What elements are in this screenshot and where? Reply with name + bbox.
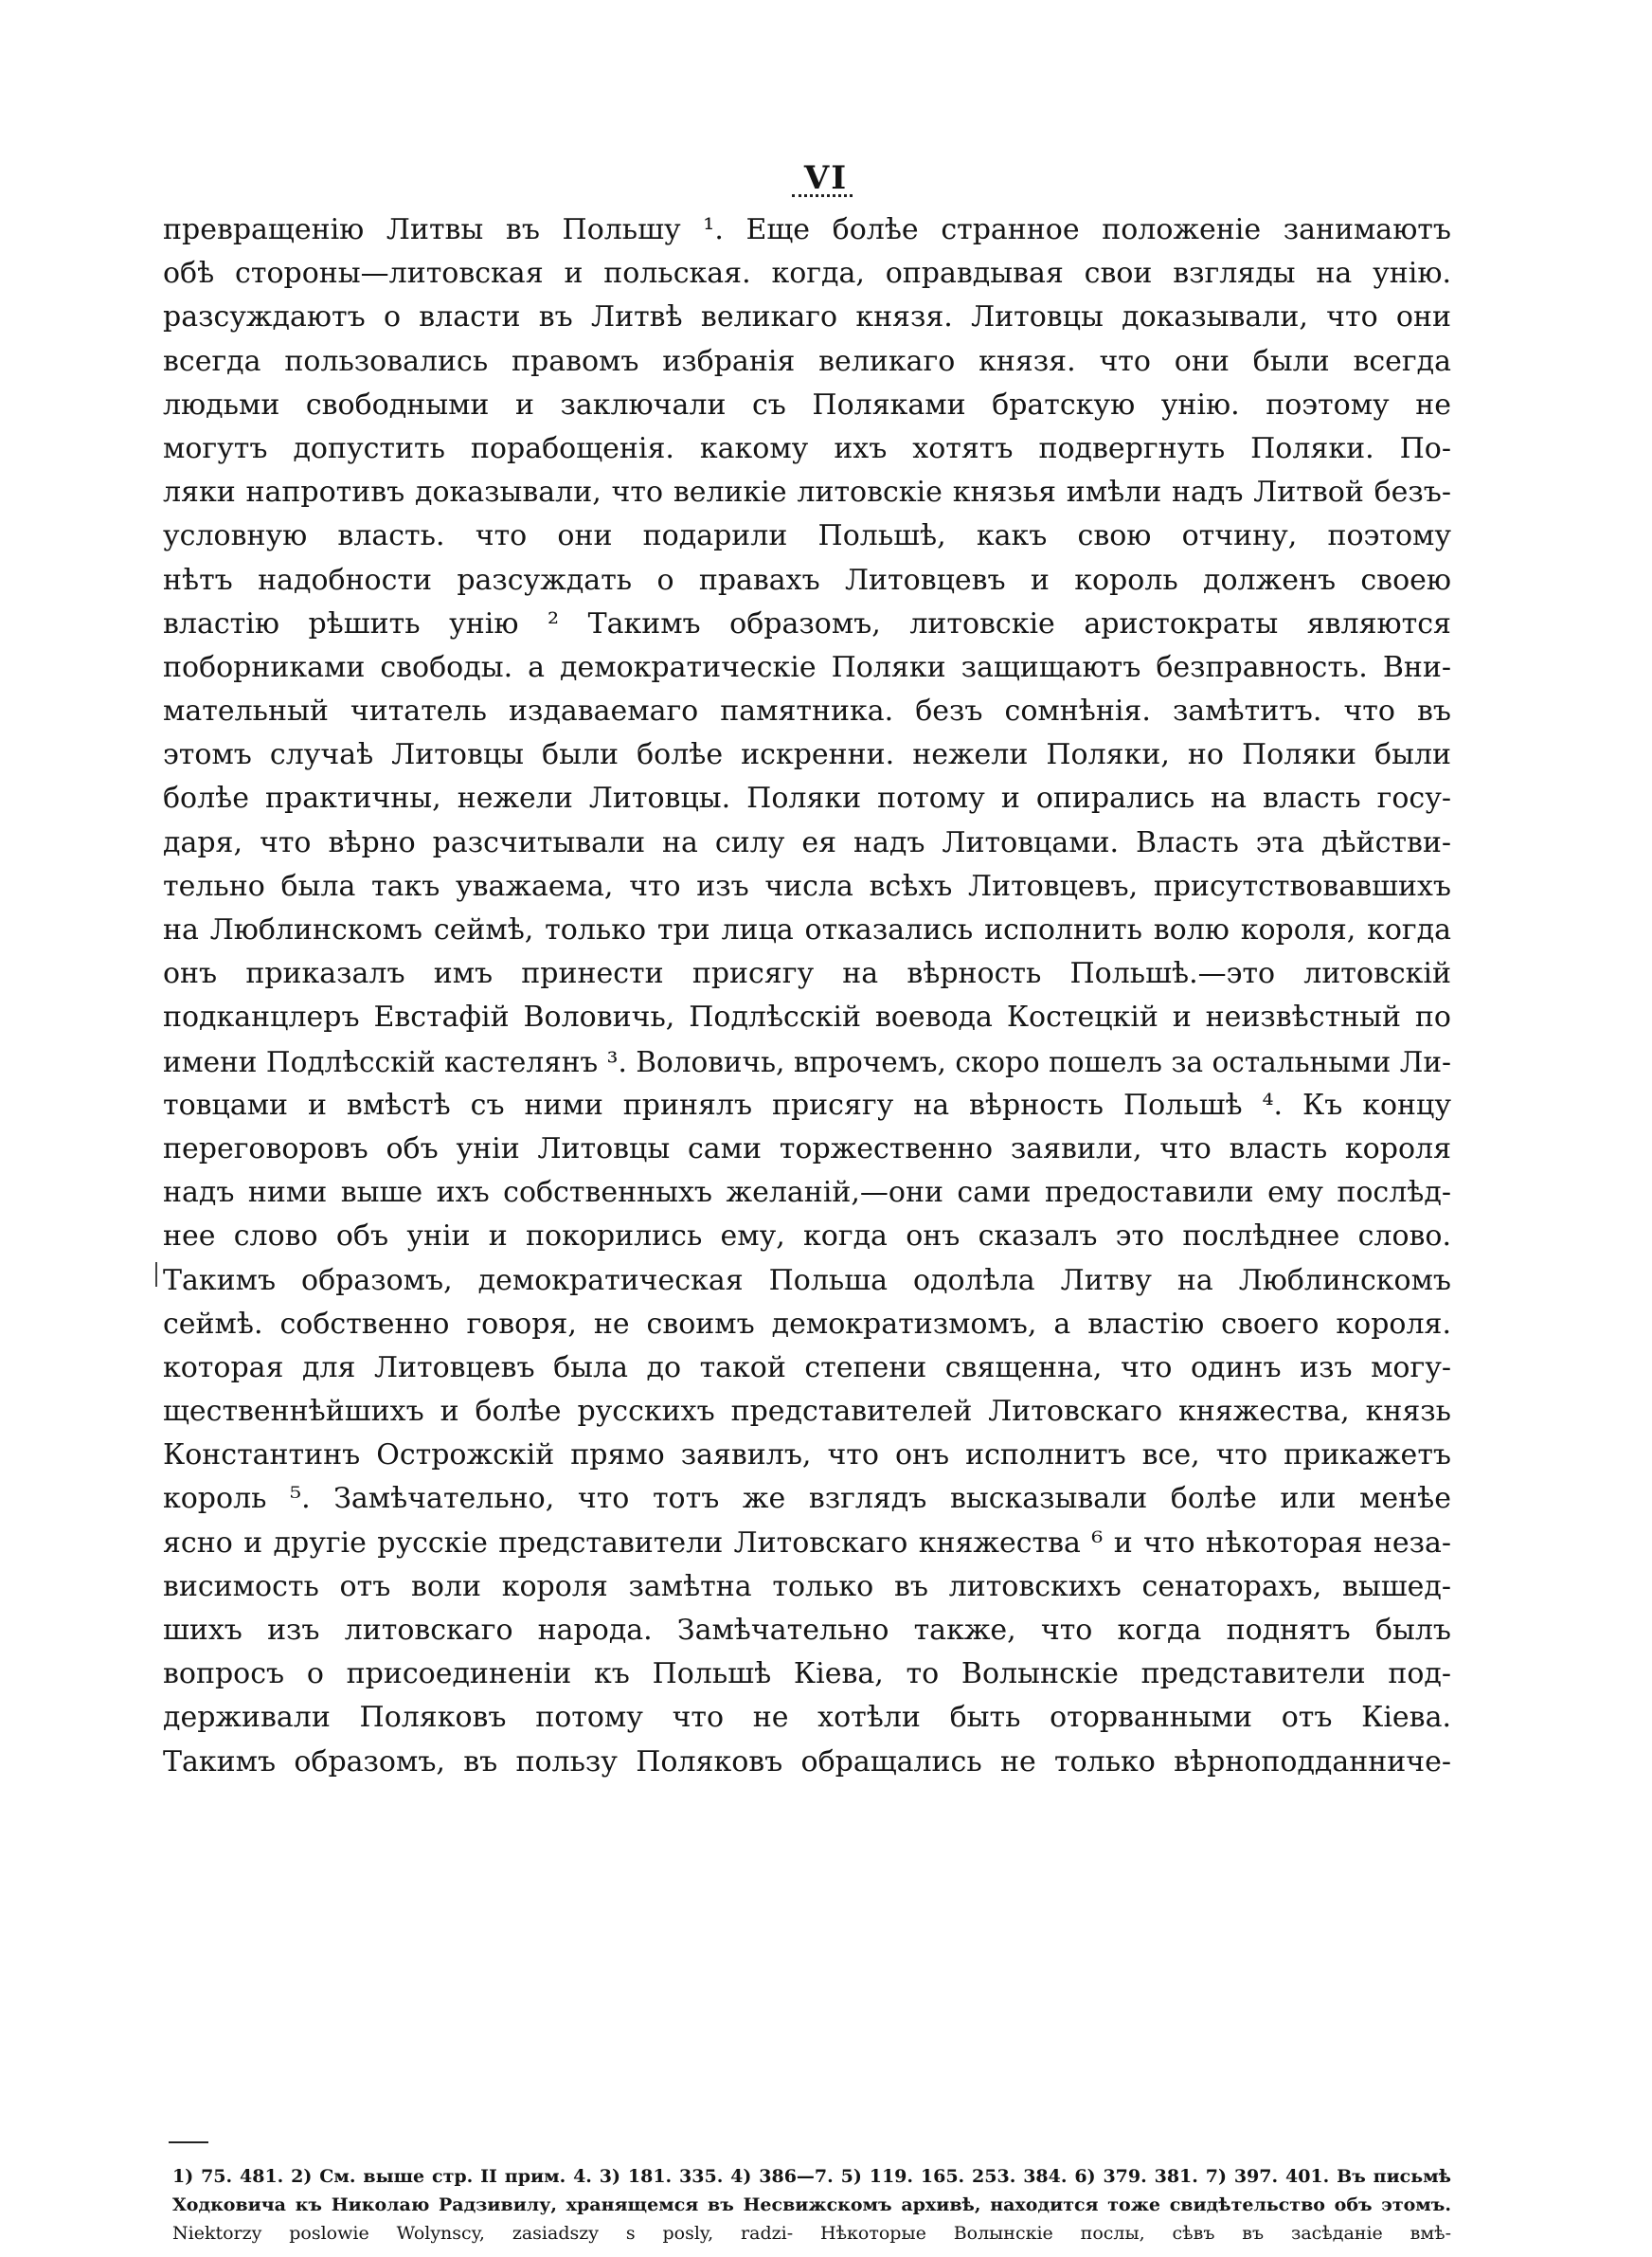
- text-line: этомъ случаѣ Литовцы были болѣе искренни. нежели Поляки, но Поляки были: [163, 738, 1451, 772]
- footnote-line: Niektorzy poslowie Wolynscy, zasiadszy s posly, radzi- Нѣкоторые Волынскіе послы, сѣвъ въ засѣданіе вмѣ-: [172, 2223, 1451, 2244]
- text-line: всегда пользовались правомъ избранія великаго князя. что они были всегда: [163, 344, 1451, 378]
- text-line: даря, что вѣрно разсчитывали на силу ея надъ Литовцами. Власть эта дѣйстви-: [163, 825, 1451, 859]
- text-line: переговоровъ объ уніи Литовцы сами торжественно заявили, что власть короля: [163, 1131, 1451, 1165]
- body-text: [163, 208, 1451, 1784]
- text-line: обѣ стороны—литовская и польская. когда, оправдывая свои взгляды на унію.: [163, 257, 1451, 291]
- text-line: надъ ними выше ихъ собственныхъ желаній,—они сами предоставили ему послѣд-: [163, 1176, 1451, 1210]
- text-line: подканцлеръ Евстафій Воловичь, Подлѣсскій воевода Костецкій и неизвѣстный по: [163, 1001, 1451, 1035]
- text-line: вопросъ о присоединеніи къ Польшѣ Кіева, то Волынскіе представители под-: [163, 1657, 1451, 1691]
- page-number: VI: [803, 159, 849, 197]
- text-line: Константинъ Острожскій прямо заявилъ, что онъ исполнитъ все, что прикажетъ: [163, 1438, 1451, 1472]
- text-line: Такимъ образомъ, демократическая Польша одолѣла Литву на Люблинскомъ: [163, 1263, 1451, 1297]
- text-line: на Люблинскомъ сеймѣ, только три лица отказались исполнить волю короля, когда: [163, 913, 1451, 947]
- text-line: товцами и вмѣстѣ съ ними принялъ присягу на вѣрность Польшѣ ⁴. Къ концу: [163, 1088, 1451, 1122]
- text-line: превращенію Литвы въ Польшу ¹. Еще болѣе странное положеніе занимаютъ: [163, 213, 1451, 246]
- text-line: висимость отъ воли короля замѣтна только въ литовскихъ сенаторахъ, вышед-: [163, 1569, 1451, 1603]
- text-line: нѣтъ надобности разсуждать о правахъ Литовцевъ и король долженъ своею: [163, 563, 1451, 597]
- footnotes: [172, 2162, 1451, 2248]
- footnote-line: Ходковича къ Николаю Радзивилу, хранящемся въ Несвижскомъ архивѣ, находится тоже свидѣтельство объ этомъ.: [172, 2194, 1451, 2215]
- text-line: онъ приказалъ имъ принести присягу на вѣрность Польшѣ.—это литовскій: [163, 957, 1451, 991]
- text-line: разсуждаютъ о власти въ Литвѣ великаго князя. Литовцы доказывали, что они: [163, 300, 1451, 334]
- text-line: нее слово объ уніи и покорились ему, когда онъ сказалъ это послѣднее слово.: [163, 1219, 1451, 1254]
- text-line: людьми свободными и заключали съ Поляками братскую унію. поэтому не: [163, 388, 1451, 422]
- footnote-line: 1) 75. 481. 2) См. выше стр. II прим. 4. 3) 181. 335. 4) 386—7. 5) 119. 165. 253. 384. 6) 379. 381. 7) 397. 401. Въ письмѣ: [172, 2166, 1451, 2187]
- text-line: условную власть. что они подарили Польшѣ, какъ свою отчину, поэтому: [163, 519, 1451, 553]
- margin-pencil-mark: [155, 1262, 157, 1287]
- text-line: имени Подлѣсскій кастелянъ ³. Воловичь, впрочемъ, скоро пошелъ за остальными Ли-: [163, 1045, 1451, 1078]
- text-line: ляки напротивъ доказывали, что великіе литовскіе князья имѣли надъ Литвой безъ-: [163, 476, 1451, 510]
- text-line: король ⁵. Замѣчательно, что тотъ же взглядъ высказывали болѣе или менѣе: [163, 1482, 1451, 1516]
- text-line: могутъ допустить порабощенія. какому ихъ хотятъ подвергнуть Поляки. По-: [163, 431, 1451, 465]
- text-line: тельно была такъ уважаема, что изъ числа всѣхъ Литовцевъ, присутствовавшихъ: [163, 869, 1451, 903]
- text-line: болѣе практичны, нежели Литовцы. Поляки потому и опирались на власть госу-: [163, 782, 1451, 816]
- text-line: шихъ изъ литовскаго народа. Замѣчательно также, что когда поднятъ былъ: [163, 1614, 1451, 1647]
- text-line: щественнѣйшихъ и болѣе русскихъ представителей Литовскаго княжества, князь: [163, 1395, 1451, 1429]
- text-line: Такимъ образомъ, въ пользу Поляковъ обращались не только вѣрноподданниче-: [163, 1744, 1451, 1779]
- text-line: которая для Литовцевъ была до такой степени священна, что одинъ изъ могу-: [163, 1350, 1451, 1384]
- text-line: сеймѣ. собственно говоря, не своимъ демократизмомъ, а властію своего короля.: [163, 1307, 1451, 1341]
- text-line: властію рѣшить унію ² Такимъ образомъ, литовскіе аристократы являются: [163, 606, 1451, 641]
- text-line: ясно и другіе русскіе представители Литовскаго княжества ⁶ и что нѣкоторая неза-: [163, 1526, 1451, 1560]
- text-line: поборниками свободы. а демократическіе Поляки защищаютъ безправность. Вни-: [163, 650, 1451, 684]
- text-line: мательный читатель издаваемаго памятника. безъ сомнѣнія. замѣтитъ. что въ: [163, 695, 1451, 729]
- footnote-rule: [169, 2141, 208, 2143]
- page-number-rule: [792, 194, 853, 197]
- text-line: держивали Поляковъ потому что не хотѣли быть оторванными отъ Кіева.: [163, 1701, 1451, 1735]
